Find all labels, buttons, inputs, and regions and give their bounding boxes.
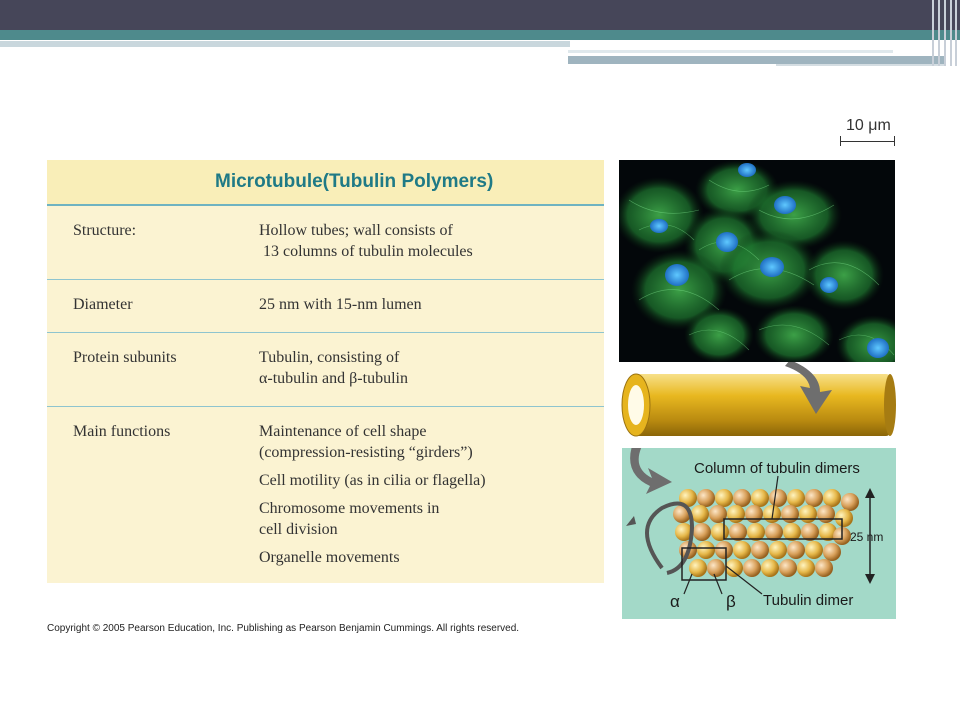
tubulin-dimer-diagram [622, 448, 896, 619]
row-label: Protein subunits [73, 349, 177, 366]
table-title-bar [47, 160, 604, 206]
tubulin-dimer-label: Tubulin dimer [763, 592, 854, 609]
row-value-line: cell division [259, 521, 338, 538]
microtubule-cylinder [620, 362, 896, 452]
row-value-line: Tubulin, consisting of [259, 349, 400, 366]
row-value [259, 421, 486, 568]
table-row [47, 407, 604, 583]
row-label: Structure: [73, 222, 137, 239]
row-value-line: 13 columns of tubulin molecules [259, 243, 473, 260]
header-band-teal [0, 30, 960, 40]
scale-bar-label: 10 μm [846, 117, 891, 134]
row-label: Diameter [73, 296, 133, 313]
header-accent-line [568, 56, 944, 64]
table-title: Microtubule(Tubulin Polymers) [215, 171, 494, 192]
row-value [259, 294, 422, 315]
header-accent-line [776, 64, 946, 66]
header-accent-line [568, 50, 893, 53]
row-value [259, 220, 473, 262]
beta-label: β [726, 592, 736, 611]
fluorescence-micrograph [619, 160, 895, 362]
row-value-line: α-tubulin and β-tubulin [259, 370, 408, 387]
microtubule-table [47, 160, 604, 583]
table-row [47, 333, 604, 407]
header-band-dark [0, 0, 960, 30]
column-of-dimers-label: Column of tubulin dimers [694, 460, 860, 477]
row-value-line: Cell motility (as in cilia or flagella) [259, 472, 486, 489]
table-row [47, 206, 604, 280]
row-value-line: Chromosome movements in [259, 500, 440, 517]
diameter-label: 25 nm [850, 530, 884, 544]
row-value-line: (compression-resisting “girders”) [259, 444, 473, 461]
row-value-line: Maintenance of cell shape [259, 423, 427, 440]
header-accent-line [0, 41, 570, 47]
row-value-line: Hollow tubes; wall consists of [259, 222, 453, 239]
row-value-line: Organelle movements [259, 549, 400, 566]
alpha-label: α [670, 592, 680, 611]
row-label: Main functions [73, 423, 171, 440]
row-value-line: 25 nm with 15-nm lumen [259, 296, 422, 313]
copyright-notice: Copyright © 2005 Pearson Education, Inc. Publishing as Pearson Benjamin Cummings. All rights reserved. [47, 623, 520, 634]
row-value [259, 347, 408, 389]
table-row [47, 280, 604, 333]
scale-bar [840, 117, 896, 149]
header-corner-stripes [928, 0, 960, 66]
